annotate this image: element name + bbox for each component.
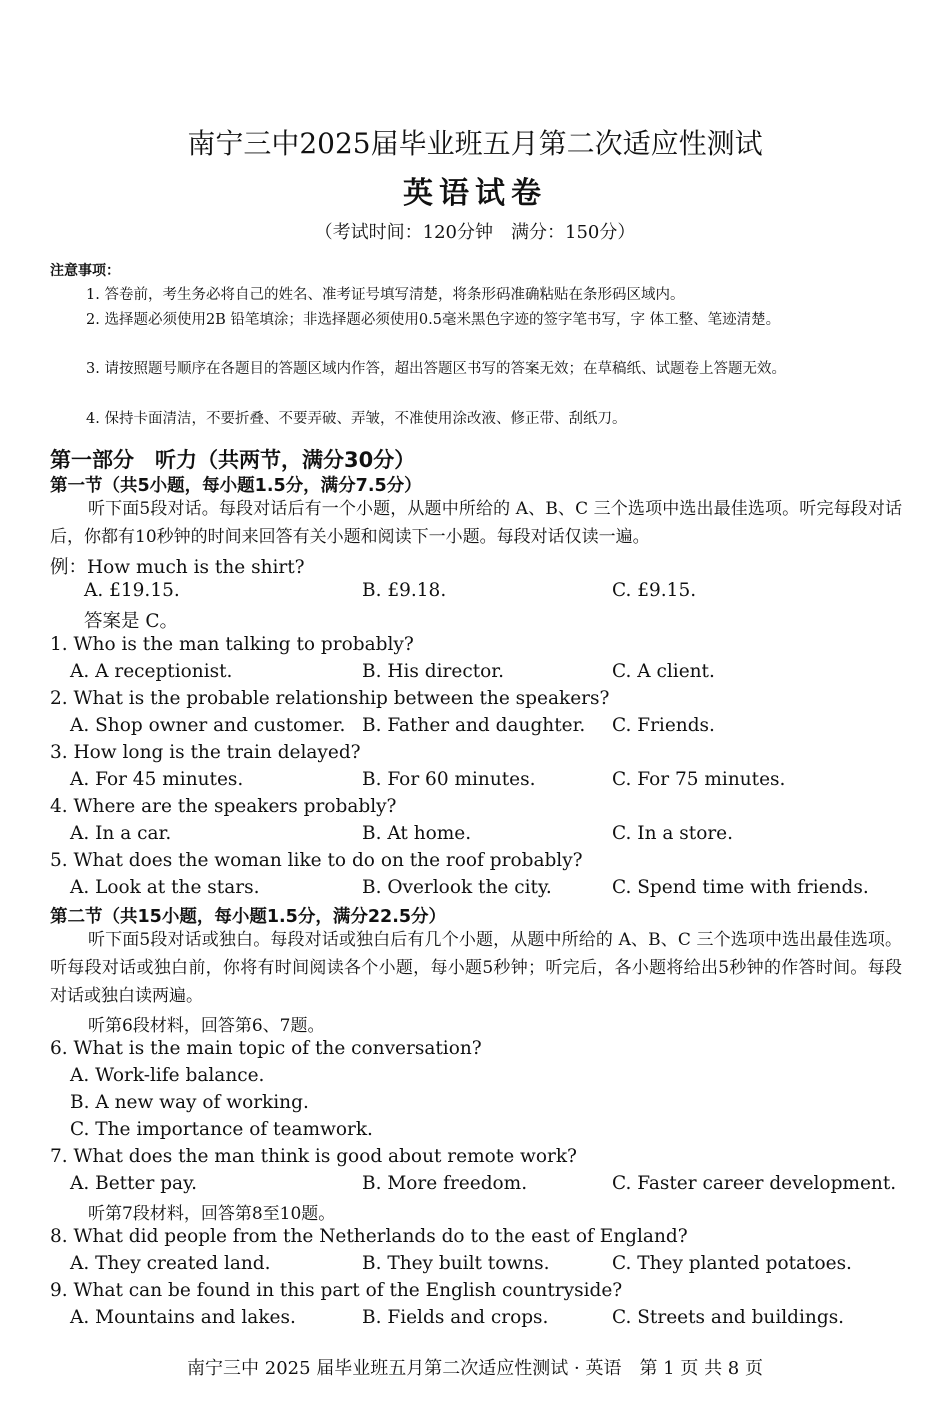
- q2-option-a: A. Shop owner and customer.: [70, 715, 346, 736]
- q8-option-b: B. They built towns.: [362, 1253, 550, 1274]
- q3-option-a: A. For 45 minutes.: [70, 769, 244, 790]
- q7-option-c: C. Faster career development.: [612, 1173, 897, 1194]
- q1-option-b: B. His director.: [362, 661, 504, 682]
- question-3: 3. How long is the train delayed?: [50, 742, 361, 763]
- q2-option-b: B. Father and daughter.: [362, 715, 586, 736]
- material-6-note: 听第6段材料，回答第6、7题。: [88, 1016, 325, 1036]
- question-5: 5. What does the woman like to do on the roof probably?: [50, 850, 583, 871]
- question-1: 1. Who is the man talking to probably?: [50, 634, 414, 655]
- q6-option-b: B. A new way of working.: [70, 1092, 309, 1113]
- q5-option-a: A. Look at the stars.: [70, 877, 260, 898]
- q5-option-b: B. Overlook the city.: [362, 877, 552, 898]
- exam-title: 南宁三中2025届毕业班五月第二次适应性测试: [187, 127, 763, 160]
- q6-option-c: C. The importance of teamwork.: [70, 1119, 373, 1140]
- section2-instructions: 听下面5段对话或独白。每段对话或独白后有几个小题，从题中所给的 A、B、C 三个选项中选出最佳选项。听每段对话或独白前，你将有时间阅读各个小题，每小题5秒钟；听完后，各小题将给出5秒钟的作答时间。每段对话或独白读两遍。: [50, 930, 902, 1006]
- question-4: 4. Where are the speakers probably?: [50, 796, 397, 817]
- note-item: 1. 答卷前，考生务必将自己的姓名、准考证号填写清楚，将条形码准确粘贴在条形码区域内。: [86, 287, 685, 303]
- page-footer: 南宁三中 2025 届毕业班五月第二次适应性测试 · 英语 第 1 页 共 8 页: [187, 1358, 763, 1379]
- question-6: 6. What is the main topic of the conversation?: [50, 1038, 482, 1059]
- q7-option-b: B. More freedom.: [362, 1173, 528, 1194]
- example-option-b: B. £9.18.: [362, 580, 447, 601]
- notes-heading: 注意事项：: [50, 263, 120, 279]
- note-item: 4. 保持卡面清洁，不要折叠、不要弄破、弄皱，不准使用涂改液、修正带、刮纸刀。: [86, 411, 627, 427]
- q9-option-a: A. Mountains and lakes.: [70, 1307, 296, 1328]
- section1-instructions: 听下面5段对话。每段对话后有一个小题，从题中所给的 A、B、C 三个选项中选出最佳选项。听完每段对话后，你都有10秒钟的时间来回答有关小题和阅读下一小题。每段对话仅读一遍。: [50, 499, 902, 547]
- exam-info: （考试时间：120分钟 满分：150分）: [314, 222, 636, 243]
- q6-option-a: A. Work-life balance.: [70, 1065, 265, 1086]
- note-item: 3. 请按照题号顺序在各题目的答题区域内作答，超出答题区书写的答案无效；在草稿纸、试题卷上答题无效。: [86, 361, 786, 377]
- example-option-a: A. £19.15.: [84, 580, 180, 601]
- q9-option-c: C. Streets and buildings.: [612, 1307, 845, 1328]
- section1-heading: 第一节（共5小题，每小题1.5分，满分7.5分）: [50, 476, 422, 496]
- example-option-c: C. £9.15.: [612, 580, 697, 601]
- note-item: 2. 选择题必须使用2B 铅笔填涂；非选择题必须使用0.5毫米黑色字迹的签字笔书写，字 体工整、笔迹清楚。: [86, 312, 781, 328]
- question-7: 7. What does the man think is good about remote work?: [50, 1146, 577, 1167]
- example-answer: 答案是 C。: [84, 611, 179, 632]
- q3-option-b: B. For 60 minutes.: [362, 769, 536, 790]
- q5-option-c: C. Spend time with friends.: [612, 877, 869, 898]
- q4-option-b: B. At home.: [362, 823, 472, 844]
- q1-option-a: A. A receptionist.: [70, 661, 233, 682]
- question-9: 9. What can be found in this part of the English countryside?: [50, 1280, 623, 1301]
- section2-heading: 第二节（共15小题，每小题1.5分，满分22.5分）: [50, 907, 447, 927]
- q4-option-a: A. In a car.: [70, 823, 172, 844]
- q4-option-c: C. In a store.: [612, 823, 734, 844]
- material-7-note: 听第7段材料，回答第8至10题。: [88, 1204, 336, 1224]
- q8-option-a: A. They created land.: [70, 1253, 271, 1274]
- q8-option-c: C. They planted potatoes.: [612, 1253, 852, 1274]
- question-2: 2. What is the probable relationship between the speakers?: [50, 688, 610, 709]
- part1-heading: 第一部分 听力（共两节，满分30分）: [50, 448, 416, 472]
- subject-title: 英语试卷: [403, 176, 547, 211]
- q9-option-b: B. Fields and crops.: [362, 1307, 549, 1328]
- question-8: 8. What did people from the Netherlands do to the east of England?: [50, 1226, 688, 1247]
- q3-option-c: C. For 75 minutes.: [612, 769, 786, 790]
- q7-option-a: A. Better pay.: [70, 1173, 197, 1194]
- q2-option-c: C. Friends.: [612, 715, 715, 736]
- q1-option-c: C. A client.: [612, 661, 715, 682]
- example-question: 例：How much is the shirt?: [50, 557, 305, 578]
